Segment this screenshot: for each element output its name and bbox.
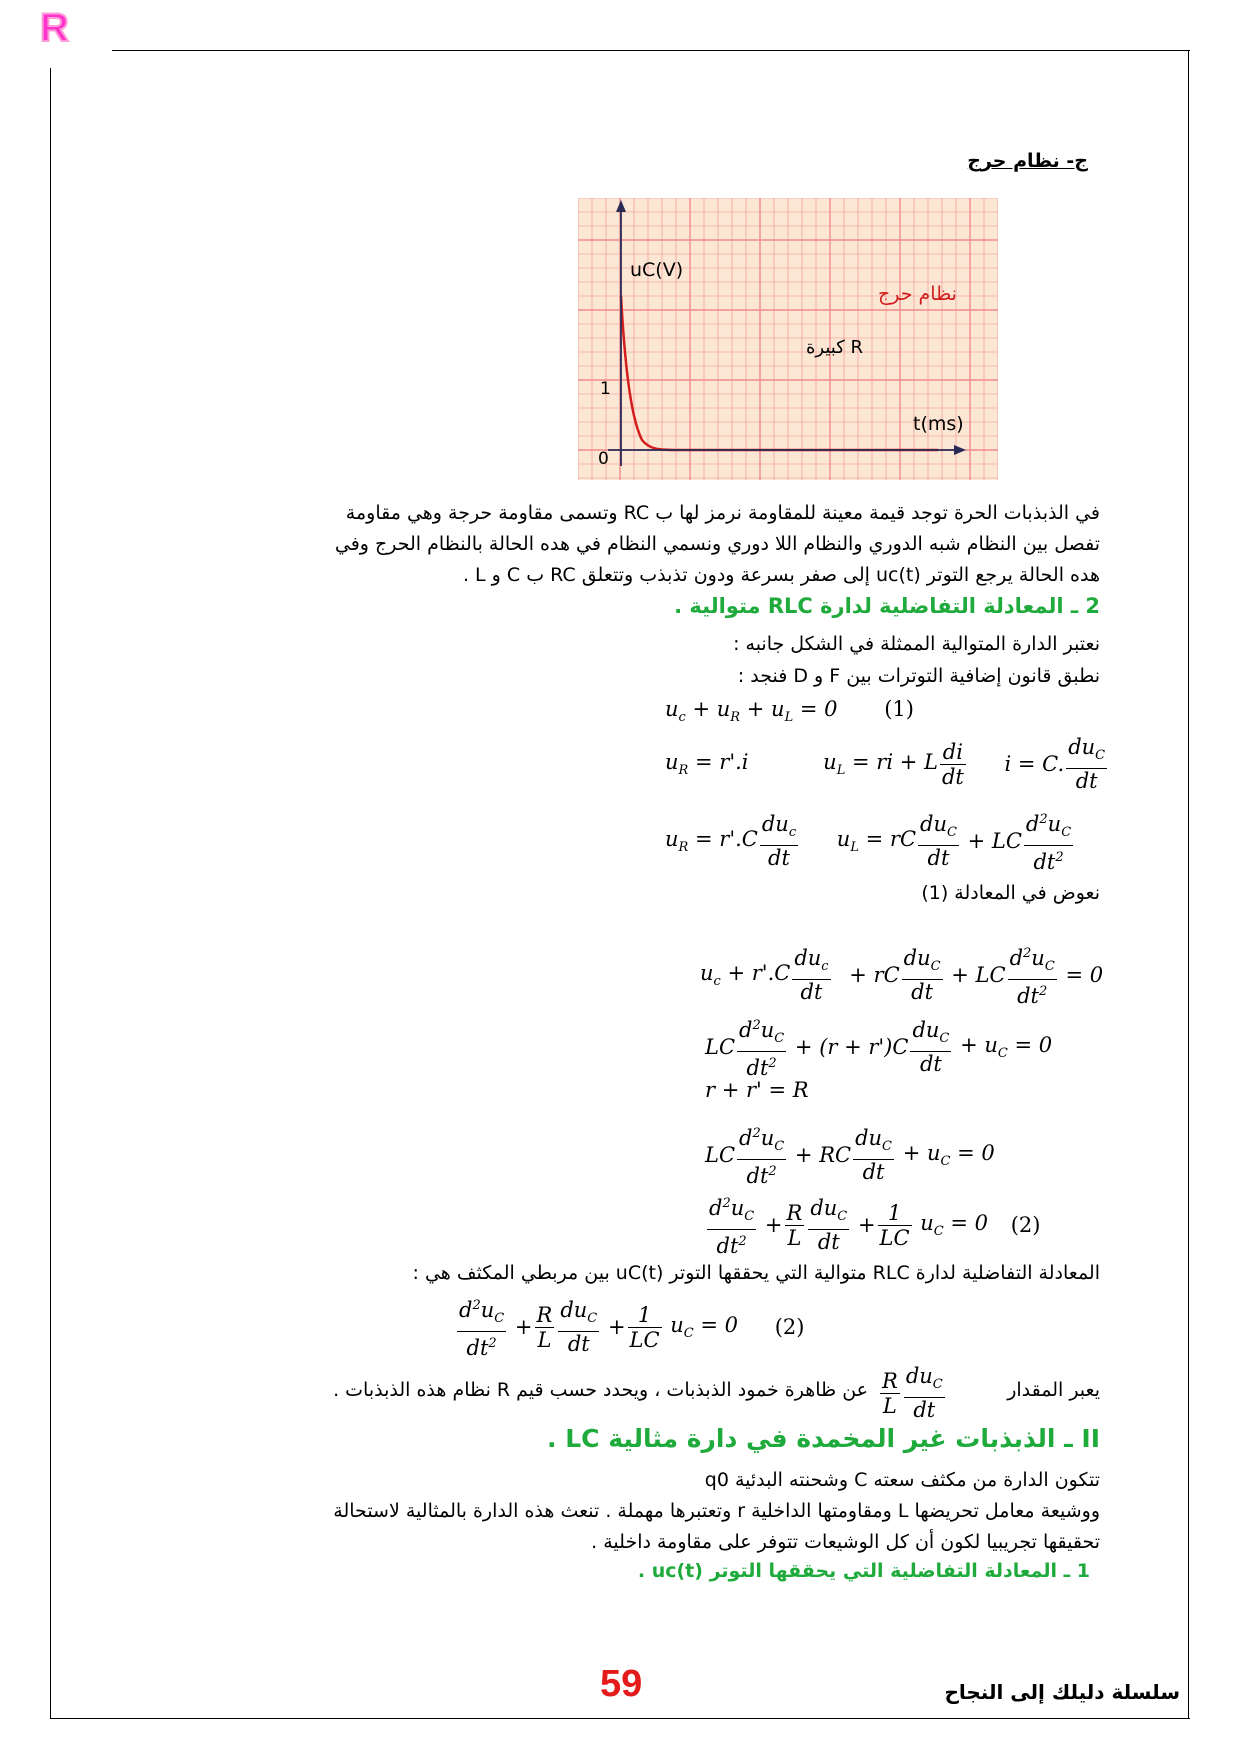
section-II-title: II ـ الذبذبات غير المخمدة في دارة مثالية LC .: [547, 1424, 1100, 1453]
equation-2-label-a: (2): [1010, 1213, 1041, 1238]
section-II-sub-1: 1 ـ المعادلة التفاضلية التي يحققها التوتر uc(t) .: [637, 1560, 1090, 1582]
equation-r-sum: r + r' = R: [705, 1078, 809, 1102]
equation-grouped: LC $\frac{d^2u_C}{dt^2}$ + (r + r')C $\frac{du_C}{dt}$ + $u_C = 0$: [705, 1014, 1052, 1080]
page-number: 59: [600, 1663, 643, 1705]
damping-after: عن ظاهرة خمود الذبذبات ، ويحدد حسب قيم R نظام هذه الذبذبات .: [333, 1379, 868, 1401]
footer-series: سلسلة دليلك إلى النجاح: [944, 1680, 1180, 1704]
graph-tick-zero: 0: [598, 449, 609, 469]
section-II-line-2: ووشيعة معامل تحريضها L ومقاومتها الداخلية r وتعتبرها مهملة . تنعث هذه الدارة بالمثالية لاستحالة: [333, 1500, 1100, 1522]
section-2-intro-1: نعتبر الدارة المتوالية الممثلة في الشكل جانبه :: [733, 633, 1100, 655]
critical-line-3: هده الحالة يرجع التوتر uc(t) إلى صفر بسرعة ودون تذبذب وتتعلق RC ب C و L .: [462, 564, 1100, 586]
section-c-title: ج- نظام حرج: [967, 150, 1088, 172]
equation-2-final: $\frac{d^2u_C}{dt^2}$ + $\frac{R}{L}$ $\frac{du_C}{dt}$ + $\frac{1}{LC}$ $u_C = 0$ (2): [455, 1294, 804, 1360]
section-II-line-3: تحقيقها تجريبيا لكون أن كل الوشيعات تتوفر على مقاومة داخلية .: [591, 1531, 1100, 1553]
graph-y-label: uC(V): [630, 259, 684, 281]
equation-2-derivation: $\frac{d^2u_C}{dt^2}$ + $\frac{R}{L}$ $\frac{du_C}{dt}$ + $\frac{1}{LC}$ $u_C = 0$ (2): [705, 1192, 1040, 1258]
equation-ur-ul-derivative: $u_R = r'.C$ $\frac{du_c}{dt}$ $u_L$ = rC $\frac{du_C}{dt}$ + LC $\frac{d^2u_C}{dt^2}$: [665, 808, 1075, 874]
equation-2-label-b: (2): [774, 1315, 805, 1340]
substitute-text: نعوض في المعادلة (1): [921, 882, 1100, 904]
section-II-paragraph: [140, 1465, 1100, 1558]
equation-substituted: $u_c + r'.C$ $\frac{du_c}{dt}$ + rC $\frac{du_C}{dt}$ + LC $\frac{d^2u_C}{dt^2}$ = 0: [700, 942, 1103, 1008]
frame-right-rule: [1188, 50, 1189, 1718]
section-II-line-1: تتكون الدارة من مكثف سعته C وشحنته البدئية q0: [704, 1469, 1100, 1491]
graph-x-label: t(ms): [913, 413, 964, 435]
damping-before: يعبر المقدار: [1007, 1379, 1100, 1401]
equation-with-R: LC $\frac{d^2u_C}{dt^2}$ + RC $\frac{du_C}{dt}$ + $u_C = 0$: [705, 1122, 995, 1188]
frame-bottom-rule: [50, 1718, 1190, 1719]
critical-line-1: في الذبذبات الحرة توجد قيمة معينة للمقاومة نرمز لها ب RC وتسمى مقاومة حرجة وهي مقاومة: [345, 502, 1100, 524]
equation-1: $u_c + u_R + u_L = 0$ (1): [665, 697, 914, 726]
graph-regime-label: نظام حرج: [878, 283, 957, 305]
critical-paragraph: [140, 498, 1100, 591]
frame-top-rule: [112, 50, 1190, 51]
graph-tick-one: 1: [600, 379, 611, 399]
equation-1-label: (1): [884, 697, 914, 721]
section-2-intro-2: نطبق قانون إضافية التوترات بين F و D فنجد :: [737, 665, 1100, 687]
conclusion-text: المعادلة التفاضلية لدارة RLC متوالية التي يحققها التوتر uC(t) بين مربطي المكثف هي :: [412, 1262, 1100, 1284]
critical-regime-graph: [578, 198, 998, 480]
graph-r-label: R كبيرة: [806, 337, 864, 358]
section-2-title: 2 ـ المعادلة التفاضلية لدارة RLC متوالية .: [674, 594, 1100, 618]
critical-line-2: تفصل بين النظام شبه الدوري والنظام اللا دوري ونسمي النظام في هده الحالة بالنظام الحرج وفي: [334, 533, 1100, 555]
frame-left-rule: [50, 68, 51, 1718]
equation-ur-ri: $u_R = r'.i$ $u_L$ = ri + L $\frac{di}{dt}$ i = C. $\frac{du_C}{dt}$: [665, 735, 1106, 794]
logo-letter: R: [40, 6, 69, 50]
damping-term: $\frac{R}{L}$ $\frac{du_C}{dt}$: [882, 1364, 943, 1423]
